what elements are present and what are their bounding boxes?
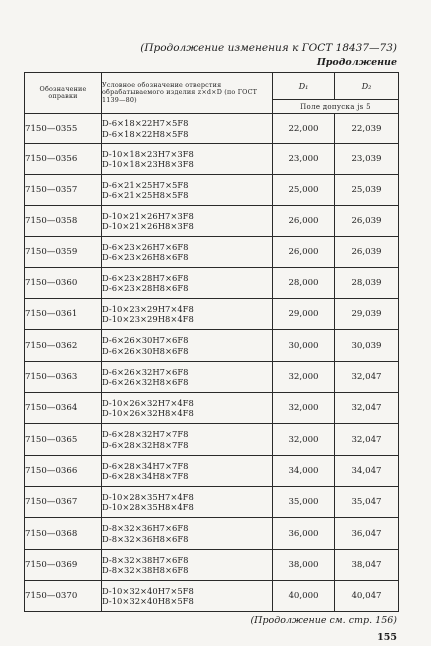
mandrel-code: 7150—0365: [25, 424, 102, 456]
mandrel-code: 7150—0356: [25, 144, 102, 175]
bore-designation: D-6×28×32H8×7F8: [102, 439, 189, 450]
table-row: [25, 206, 399, 237]
bore-designation: D-10×18×23H8×3F8: [102, 159, 194, 169]
d1-value: 32,000: [273, 393, 335, 424]
bore-designation-cell: [102, 362, 273, 393]
d1-value: 26,000: [273, 206, 335, 237]
table-row: [25, 299, 399, 330]
table-row: [25, 114, 399, 144]
table-row: [25, 393, 399, 424]
bore-designation: D-6×21×25H7×5F8: [102, 179, 189, 190]
header-designation: Обозначение оправки: [25, 73, 102, 114]
bore-designation: D-6×23×26H7×6F8: [102, 241, 189, 252]
bore-designation: D-8×32×38H8×6F8: [102, 565, 189, 575]
table-row: [25, 424, 399, 456]
table-row: [25, 330, 399, 362]
d1-value: 36,000: [273, 518, 335, 550]
bore-designation: D-6×26×32H7×6F8: [102, 366, 189, 377]
d1-value: 28,000: [273, 268, 335, 299]
bore-designation-cell: [102, 144, 273, 175]
d2-value: 40,047: [335, 581, 399, 612]
table-row: [25, 581, 399, 612]
d1-value: 29,000: [273, 299, 335, 330]
bore-designation-cell: [102, 393, 273, 424]
table-row: [25, 550, 399, 581]
d1-value: 40,000: [273, 581, 335, 612]
bore-designation-cell: [102, 206, 273, 237]
bore-designation: D-6×23×26H8×6F8: [102, 252, 189, 262]
bore-designation: D-6×26×30H8×6F8: [102, 345, 189, 356]
continuation-right-note: Продолжение: [316, 57, 397, 68]
d1-value: 35,000: [273, 487, 335, 518]
d2-value: 26,039: [335, 237, 399, 268]
d2-value: 28,039: [335, 268, 399, 299]
mandrel-code: 7150—0357: [25, 175, 102, 206]
bore-designation-cell: [102, 299, 273, 330]
bore-designation: D-6×28×34H7×7F8: [102, 460, 189, 471]
bore-designation: D-10×23×29H7×4F8: [102, 303, 194, 314]
bore-designation: D-6×26×32H8×6F8: [102, 377, 189, 387]
mandrel-code: 7150—0358: [25, 206, 102, 237]
bore-designation: D-10×23×29H8×4F8: [102, 314, 194, 324]
d2-value: 35,047: [335, 487, 399, 518]
continuation-footer: (Продолжение см. стр. 156): [250, 615, 397, 626]
bore-designation: D-10×26×32H7×4F8: [102, 397, 194, 408]
bore-designation-cell: [102, 518, 273, 550]
d1-value: 25,000: [273, 175, 335, 206]
header-d2: D₂: [335, 73, 399, 100]
bore-designation: D-10×26×32H8×4F8: [102, 408, 194, 418]
header-bore-designation: Условное обозначение отверстия обрабатываемого изделия z×d×D (по ГОСТ 1139—80): [102, 73, 273, 114]
table-row: [25, 518, 399, 550]
d2-value: 30,039: [335, 330, 399, 362]
mandrel-code: 7150—0363: [25, 362, 102, 393]
bore-designation: D-6×18×22H7×5F8: [102, 118, 189, 129]
mandrel-code: 7150—0360: [25, 268, 102, 299]
d2-value: 23,039: [335, 144, 399, 175]
d2-value: 32,047: [335, 362, 399, 393]
bore-designation: D-10×28×35H8×4F8: [102, 502, 194, 512]
mandrel-code: 7150—0355: [25, 114, 102, 144]
bore-designation: D-6×28×32H7×7F8: [102, 429, 189, 440]
bore-designation: D-10×21×26H8×3F8: [102, 221, 194, 231]
d2-value: 38,047: [335, 550, 399, 581]
bore-designation: D-10×32×40H7×5F8: [102, 585, 194, 596]
mandrel-code: 7150—0361: [25, 299, 102, 330]
bore-designation-cell: [102, 456, 273, 487]
header-d1: D₁: [273, 73, 335, 100]
bore-designation: D-6×23×28H7×6F8: [102, 272, 189, 283]
d2-value: 36,047: [335, 518, 399, 550]
mandrel-code: 7150—0366: [25, 456, 102, 487]
bore-designation-cell: [102, 487, 273, 518]
bore-designation-cell: [102, 424, 273, 456]
mandrel-code: 7150—0364: [25, 393, 102, 424]
continuation-note: (Продолжение изменения к ГОСТ 18437—73): [140, 42, 397, 54]
bore-designation-cell: [102, 330, 273, 362]
d2-value: 26,039: [335, 206, 399, 237]
mandrel-code: 7150—0370: [25, 581, 102, 612]
mandrel-code: 7150—0368: [25, 518, 102, 550]
bore-designation-cell: [102, 175, 273, 206]
table-body: [25, 114, 399, 612]
d1-value: 26,000: [273, 237, 335, 268]
bore-designation-cell: [102, 550, 273, 581]
header-tolerance: Поле допуска js 5: [273, 100, 399, 114]
table-row: [25, 456, 399, 487]
bore-designation: D-6×23×28H8×6F8: [102, 283, 189, 293]
d2-value: 22,039: [335, 114, 399, 144]
bore-designation-cell: [102, 237, 273, 268]
bore-designation: D-6×28×34H8×7F8: [102, 471, 189, 481]
bore-designation: D-10×18×23H7×3F8: [102, 148, 194, 159]
bore-designation-cell: [102, 114, 273, 144]
table-row: [25, 268, 399, 299]
d1-value: 22,000: [273, 114, 335, 144]
mandrel-code: 7150—0359: [25, 237, 102, 268]
d2-value: 25,039: [335, 175, 399, 206]
d1-value: 38,000: [273, 550, 335, 581]
bore-designation: D-10×28×35H7×4F8: [102, 491, 194, 502]
d1-value: 32,000: [273, 362, 335, 393]
bore-designation-cell: [102, 268, 273, 299]
table-row: [25, 237, 399, 268]
page-number: 155: [377, 632, 397, 643]
d2-value: 34,047: [335, 456, 399, 487]
mandrel-code: 7150—0362: [25, 330, 102, 362]
mandrel-code: 7150—0369: [25, 550, 102, 581]
d1-value: 34,000: [273, 456, 335, 487]
table-row: [25, 175, 399, 206]
mandrel-table: [24, 72, 399, 612]
table-row: [25, 487, 399, 518]
d2-value: 29,039: [335, 299, 399, 330]
d1-value: 30,000: [273, 330, 335, 362]
bore-designation: D-10×32×40H8×5F8: [102, 596, 194, 606]
bore-designation: D-6×26×30H7×6F8: [102, 335, 189, 346]
bore-designation: D-8×32×36H7×6F8: [102, 523, 189, 534]
bore-designation: D-8×32×36H8×6F8: [102, 533, 189, 544]
mandrel-code: 7150—0367: [25, 487, 102, 518]
bore-designation: D-8×32×38H7×6F8: [102, 554, 189, 565]
bore-designation-cell: [102, 581, 273, 612]
d2-value: 32,047: [335, 424, 399, 456]
table-row: [25, 362, 399, 393]
bore-designation: D-6×21×25H8×5F8: [102, 190, 189, 200]
d1-value: 32,000: [273, 424, 335, 456]
d2-value: 32,047: [335, 393, 399, 424]
bore-designation: D-6×18×22H8×5F8: [102, 128, 189, 139]
bore-designation: D-10×21×26H7×3F8: [102, 210, 194, 221]
d1-value: 23,000: [273, 144, 335, 175]
table-row: [25, 144, 399, 175]
